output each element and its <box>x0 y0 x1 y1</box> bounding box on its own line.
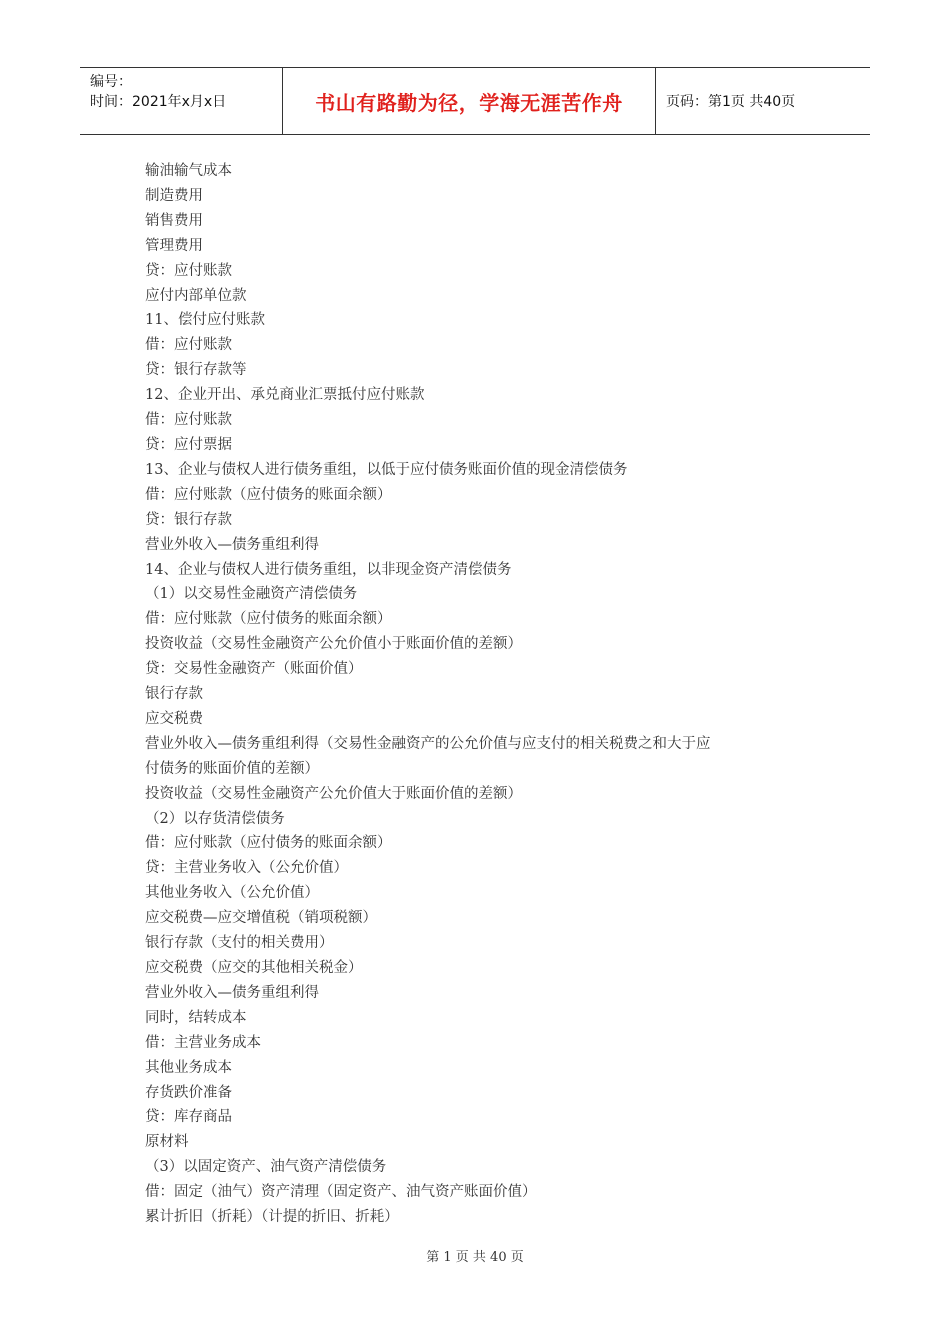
text-line: 应交税费 <box>145 710 203 727</box>
text-line: 贷：银行存款 <box>145 511 232 528</box>
text-line: 贷：应付票据 <box>145 436 232 453</box>
text-line: 借：应付账款 <box>145 412 232 429</box>
document-body <box>145 159 815 1230</box>
text-line: 付债务的账面价值的差额） <box>145 760 319 777</box>
text-line: 贷：库存商品 <box>145 1109 232 1126</box>
text-line: 输油输气成本 <box>145 163 232 179</box>
text-line: 管理费用 <box>145 237 203 254</box>
text-line: 借：应付账款（应付债务的账面余额） <box>145 611 392 628</box>
text-line: 营业外收入—债务重组利得 <box>145 984 319 1001</box>
text-line: 银行存款 <box>145 686 203 703</box>
text-line: 投资收益（交易性金融资产公允价值大于账面价值的差额） <box>145 785 522 802</box>
text-line: 借：应付账款 <box>145 337 232 354</box>
text-line: （1）以交易性金融资产清偿债务 <box>145 586 358 603</box>
text-line: 其他业务收入（公允价值） <box>145 885 319 902</box>
text-line: 13、企业与债权人进行债务重组，以低于应付债务账面价值的现金清偿债务 <box>145 461 628 478</box>
text-line: 营业外收入—债务重组利得 <box>145 536 319 553</box>
text-line: 借：主营业务成本 <box>145 1034 261 1051</box>
header-motto: 书山有路勤为径，学海无涯苦作舟 <box>282 68 656 134</box>
text-line: 11、偿付应付账款 <box>145 312 265 329</box>
text-line: 存货跌价准备 <box>145 1084 232 1101</box>
text-line: 借：应付账款（应付债务的账面余额） <box>145 486 392 503</box>
text-line: 12、企业开出、承兑商业汇票抵付应付账款 <box>145 387 425 404</box>
text-line: 贷：主营业务收入（公允价值） <box>145 860 348 877</box>
document-number: 编号： <box>90 74 132 90</box>
text-line: 投资收益（交易性金融资产公允价值小于账面价值的差额） <box>145 636 522 653</box>
text-line: 应付内部单位款 <box>145 287 247 304</box>
text-line: 贷：交易性金融资产（账面价值） <box>145 661 363 678</box>
header-meta <box>80 68 282 134</box>
text-line: 同时，结转成本 <box>145 1009 247 1026</box>
text-line: 贷：银行存款等 <box>145 362 247 379</box>
text-line: 累计折旧（折耗）（计提的折旧、折耗） <box>145 1209 399 1226</box>
text-line: 借：固定（油气）资产清理（固定资产、油气资产账面价值） <box>145 1184 537 1201</box>
text-line: 贷：应付账款 <box>145 262 232 279</box>
text-line: 原材料 <box>145 1134 189 1151</box>
text-line: 借：应付账款（应付债务的账面余额） <box>145 835 392 852</box>
text-line: 制造费用 <box>145 187 203 204</box>
document-date: 时间：2021年x月x日 <box>90 94 227 110</box>
page-footer: 第 1 页 共 40 页 <box>426 1250 524 1265</box>
text-line: 应交税费（应交的其他相关税金） <box>145 960 363 976</box>
page-header <box>80 67 870 135</box>
text-line: 银行存款（支付的相关费用） <box>145 935 334 952</box>
text-line: 14、企业与债权人进行债务重组，以非现金资产清偿债务 <box>145 561 512 578</box>
text-line: 营业外收入—债务重组利得（交易性金融资产的公允价值与应支付的相关税费之和大于应 <box>145 735 711 752</box>
header-page-info: 页码：第1页 共40页 <box>666 94 796 110</box>
text-line: 销售费用 <box>145 212 203 229</box>
text-line: （2）以存货清偿债务 <box>145 810 285 827</box>
text-line: 应交税费—应交增值税（销项税额） <box>145 910 377 927</box>
text-line: （3）以固定资产、油气资产清偿债务 <box>145 1159 387 1176</box>
text-line: 其他业务成本 <box>145 1059 232 1076</box>
